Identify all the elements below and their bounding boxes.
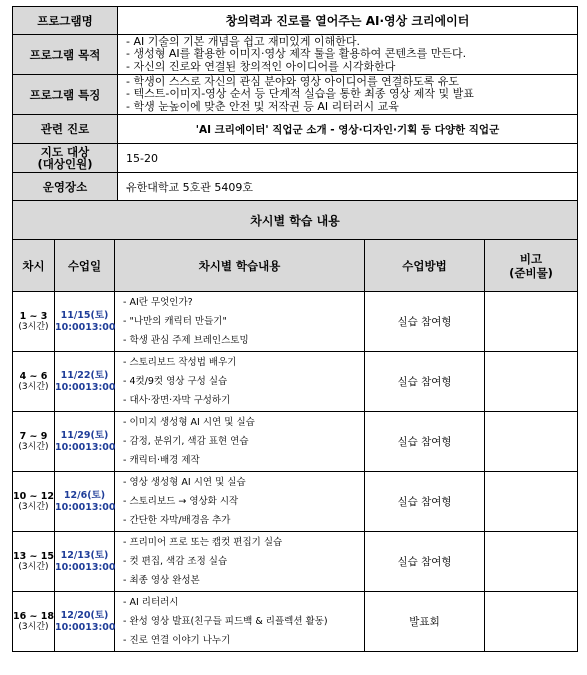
header-note-line2: (준비물)	[509, 265, 553, 280]
session-cell	[13, 352, 55, 412]
session-range: 13 ~ 15	[13, 550, 55, 562]
session-hours: (3시간)	[18, 441, 49, 452]
header-note	[485, 240, 578, 292]
date-cell	[55, 532, 115, 592]
header-note-line1: 비고	[519, 251, 543, 266]
program-purpose-row	[13, 35, 578, 75]
content-item: - 완성 영상 발표(친구들 피드백 & 리플렉션 활동)	[123, 616, 328, 627]
header-method: 수업방법	[365, 240, 485, 292]
content-item: - 프리미어 프로 또는 캡컷 편집기 실습	[123, 537, 283, 548]
class-time: 10:0013:00	[55, 501, 116, 513]
content-item: - 이미지 생성형 AI 시연 및 실습	[123, 417, 255, 428]
content-cell	[115, 352, 365, 412]
session-hours: (3시간)	[18, 501, 49, 512]
header-session: 차시	[13, 240, 55, 292]
program-purpose-label: 프로그램 목적	[13, 35, 118, 75]
header-content: 차시별 학습내용	[115, 240, 365, 292]
program-name-label: 프로그램명	[13, 7, 118, 35]
target-value: 15-20	[118, 144, 578, 173]
content-item: - AI란 무엇인가?	[123, 297, 193, 308]
feature-item: - 학생 눈높이에 맞춘 안전 및 저작권 등 AI 리터러시 교육	[126, 99, 399, 113]
content-item: - AI 리터러시	[123, 597, 179, 608]
target-row	[13, 144, 578, 173]
content-item: - 캐릭터·배경 제작	[123, 455, 200, 466]
table-row	[13, 592, 578, 652]
program-document	[12, 6, 577, 652]
venue-label: 운영장소	[13, 173, 118, 201]
session-range: 1 ~ 3	[19, 310, 48, 322]
session-hours: (3시간)	[18, 621, 49, 632]
table-row	[13, 412, 578, 472]
session-range: 10 ~ 12	[13, 490, 55, 502]
class-date: 12/13(토)	[60, 549, 109, 561]
venue-row	[13, 173, 578, 201]
program-name-row	[13, 7, 578, 35]
method-cell: 실습 참여형	[365, 472, 485, 532]
content-item: - 4컷/9컷 영상 구성 실습	[123, 376, 228, 387]
note-cell	[485, 292, 578, 352]
note-cell	[485, 412, 578, 472]
method-cell: 발표회	[365, 592, 485, 652]
content-item: - 대사·장면·자막 구성하기	[123, 395, 231, 406]
program-purpose-list	[118, 35, 578, 75]
class-date: 11/22(토)	[60, 369, 109, 381]
venue-value: 유한대학교 5호관 5409호	[118, 173, 578, 201]
class-date: 11/29(토)	[60, 429, 109, 441]
method-cell: 실습 참여형	[365, 532, 485, 592]
class-time: 10:0013:00	[55, 381, 116, 393]
date-cell	[55, 412, 115, 472]
note-cell	[485, 592, 578, 652]
target-label	[13, 144, 118, 173]
session-cell	[13, 592, 55, 652]
session-hours: (3시간)	[18, 321, 49, 332]
class-date: 11/15(토)	[60, 309, 109, 321]
note-cell	[485, 352, 578, 412]
session-cell	[13, 472, 55, 532]
content-item: - 진로 연결 이야기 나누기	[123, 635, 231, 646]
method-cell: 실습 참여형	[365, 352, 485, 412]
class-time: 10:0013:00	[55, 561, 116, 573]
content-cell	[115, 412, 365, 472]
session-hours: (3시간)	[18, 561, 49, 572]
content-cell	[115, 532, 365, 592]
table-row	[13, 532, 578, 592]
program-feature-list	[118, 75, 578, 115]
program-name-value: 창의력과 진로를 열어주는 AI·영상 크리에이터	[118, 7, 578, 35]
content-item: - "나만의 캐릭터 만들기"	[123, 316, 227, 327]
content-item: - 최종 영상 완성본	[123, 575, 200, 586]
feature-item: - 학생이 스스로 자신의 관심 분야와 영상 아이디어를 연결하도록 유도	[126, 74, 459, 88]
table-row	[13, 472, 578, 532]
purpose-item: - AI 기술의 기본 개념을 쉽고 재미있게 이해한다.	[126, 34, 360, 48]
content-item: - 스토리보드 → 영상화 시작	[123, 496, 239, 507]
session-hours: (3시간)	[18, 381, 49, 392]
session-range: 7 ~ 9	[19, 430, 48, 442]
schedule-table	[12, 200, 578, 652]
method-cell: 실습 참여형	[365, 412, 485, 472]
content-item: - 학생 관심 주제 브레인스토밍	[123, 335, 249, 346]
program-info-table	[12, 6, 578, 201]
schedule-section-title: 차시별 학습 내용	[13, 201, 578, 240]
note-cell	[485, 472, 578, 532]
purpose-item: - 자신의 진로와 연결된 창의적인 아이디어를 시각화한다	[126, 59, 396, 73]
content-item: - 영상 생성형 AI 시연 및 실습	[123, 477, 246, 488]
content-item: - 스토리보드 작성법 배우기	[123, 357, 237, 368]
career-label: 관련 진로	[13, 115, 118, 144]
purpose-item: - 생성형 AI를 활용한 이미지·영상 제작 툴을 활용하여 콘텐츠를 만든다.	[126, 47, 467, 61]
target-label-line1: 지도 대상	[40, 145, 90, 159]
method-cell: 실습 참여형	[365, 292, 485, 352]
class-date: 12/20(토)	[60, 609, 109, 621]
content-item: - 컷 편집, 색감 조정 실습	[123, 556, 228, 567]
class-time: 10:0013:00	[55, 441, 116, 453]
program-feature-label: 프로그램 특징	[13, 75, 118, 115]
class-time: 10:0013:00	[55, 621, 116, 633]
header-date: 수업일	[55, 240, 115, 292]
class-time: 10:0013:00	[55, 321, 116, 333]
career-value: 'AI 크리에이터' 직업군 소개 - 영상·디자인·기획 등 다양한 직업군	[118, 115, 578, 144]
date-cell	[55, 352, 115, 412]
session-cell	[13, 292, 55, 352]
content-item: - 감정, 분위기, 색감 표현 연습	[123, 436, 249, 447]
target-label-line2: (대상인원)	[37, 157, 93, 171]
content-cell	[115, 592, 365, 652]
date-cell	[55, 472, 115, 532]
date-cell	[55, 292, 115, 352]
session-cell	[13, 412, 55, 472]
schedule-section-row	[13, 201, 578, 240]
program-feature-row	[13, 75, 578, 115]
career-row	[13, 115, 578, 144]
schedule-header-row	[13, 240, 578, 292]
content-cell	[115, 292, 365, 352]
session-range: 4 ~ 6	[19, 370, 48, 382]
table-row	[13, 292, 578, 352]
note-cell	[485, 532, 578, 592]
class-date: 12/6(토)	[63, 489, 106, 501]
content-cell	[115, 472, 365, 532]
content-item: - 간단한 자막/배경음 추가	[123, 515, 231, 526]
date-cell	[55, 592, 115, 652]
session-range: 16 ~ 18	[13, 610, 55, 622]
table-row	[13, 352, 578, 412]
session-cell	[13, 532, 55, 592]
feature-item: - 텍스트-이미지-영상 순서 등 단계적 실습을 통한 최종 영상 제작 및 발표	[126, 87, 474, 101]
